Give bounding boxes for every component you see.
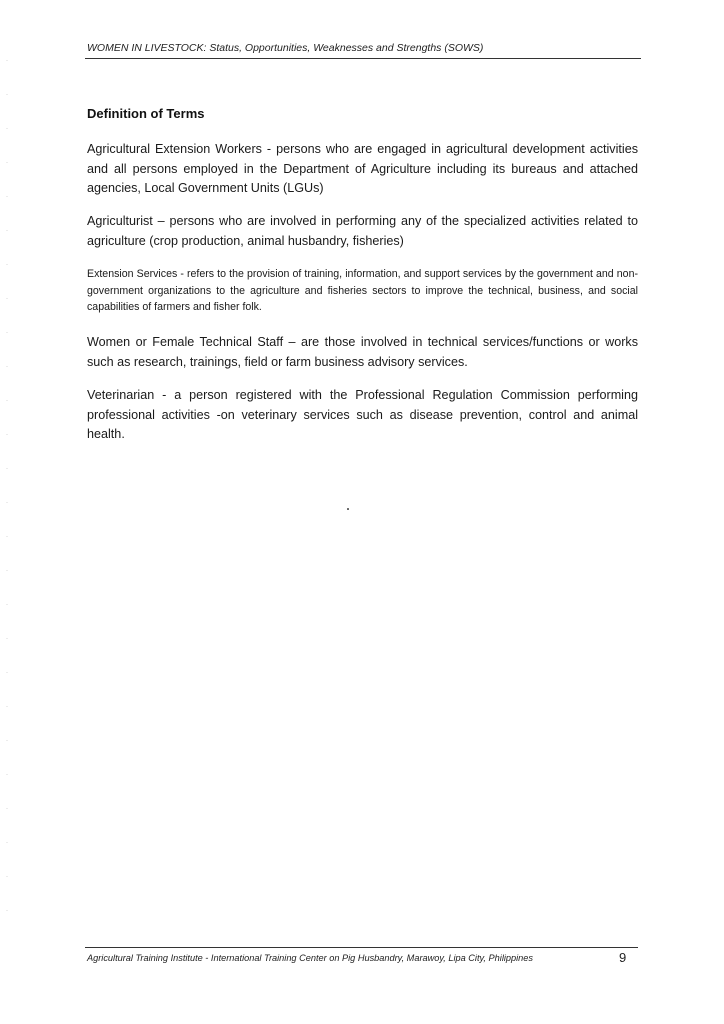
term-veterinarian: Veterinarian - a person registered with the Professional Regulation Commission performing professional activities -on veterinary services such as disease prevention, control and animal health. [87, 388, 638, 441]
running-footer: Agricultural Training Institute - International Training Center on Pig Husbandry, Marawoy, Lipa City, Philippines [87, 953, 533, 963]
term-agriculturist: Agriculturist – persons who are involved in performing any of the specialized activities related to agriculture (crop production, animal husbandry, fisheries) [87, 214, 638, 248]
term-women-technical-staff: Women or Female Technical Staff – are those involved in technical services/functions or works such as research, trainings, field or farm business advisory services. [87, 335, 638, 369]
term-agricultural-extension-workers: Agricultural Extension Workers - persons who are engaged in agricultural development activities and all persons employed in the Department of Agriculture including its bureaus and attached agencies, Local Government Units (LGUs) [87, 142, 638, 195]
page-number: 9 [619, 950, 627, 965]
running-header: WOMEN IN LIVESTOCK: Status, Opportunities, Weaknesses and Strengths (SOWS) [87, 42, 484, 54]
section-heading: Definition of Terms [87, 106, 205, 121]
term-extension-services: Extension Services - refers to the provision of training, information, and support services by the government and non-government organizations to the agriculture and fisheries sectors to improve the technical, business, and social capabilities of farmers and fisher folk. [87, 268, 638, 313]
scan-edge-marks [6, 60, 8, 940]
header-rule [85, 58, 641, 59]
scan-speck [347, 508, 349, 510]
footer-rule [85, 947, 638, 948]
